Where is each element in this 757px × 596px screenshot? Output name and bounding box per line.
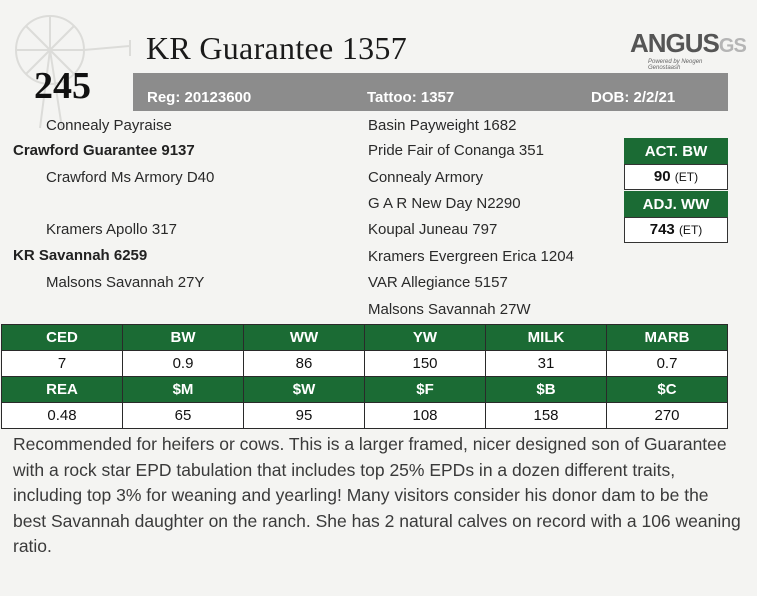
pedigree-dam-dam: Malsons Savannah 27Y	[46, 274, 205, 291]
epd-value: 0.9	[123, 351, 244, 377]
pedigree-right-2: Pride Fair of Conanga 351	[368, 142, 544, 159]
animal-name: KR Guarantee 1357	[146, 30, 408, 66]
lot-description: Recommended for heifers or cows. This is a larger framed, nicer designed son of Guarantee with a rock star EPD tabulation that includes top 25% EPDs in a dozen different traits, including top 3% for weaning and yearling! Many visitors consider his donor dam to be the best Savannah daughter on the ranch. She has 2 natural calves on record with a 106 weaning ratio.	[13, 434, 741, 556]
epd-value: 108	[365, 403, 486, 429]
logo-suffix-text: GS	[718, 35, 746, 57]
pedigree-right-8: Malsons Savannah 27W	[368, 301, 531, 318]
epd-header: CED	[2, 325, 123, 351]
epd-value: 150	[365, 351, 486, 377]
epd-header: YW	[365, 325, 486, 351]
epd-header: $W	[244, 377, 365, 403]
pedigree-sire-sire: Connealy Payraise	[46, 117, 172, 134]
angus-gs-logo	[630, 28, 746, 71]
epd-value: 0.48	[2, 403, 123, 429]
epd-header-row-1	[2, 325, 728, 351]
pedigree-dam: KR Savannah 6259	[13, 247, 148, 264]
epd-table	[1, 324, 728, 429]
adj-ww-note: (ET)	[678, 223, 703, 237]
date-of-birth: DOB: 2/2/21	[591, 89, 676, 106]
epd-header: WW	[244, 325, 365, 351]
epd-header: $F	[365, 377, 486, 403]
lot-number: 245	[34, 65, 91, 107]
act-bw-value: 90	[653, 168, 671, 185]
epd-value-row-1	[2, 351, 728, 377]
logo-main-text: ANGUS	[630, 28, 719, 58]
epd-value: 0.7	[607, 351, 728, 377]
epd-value: 95	[244, 403, 365, 429]
pedigree-right-7: VAR Allegiance 5157	[368, 274, 508, 291]
epd-header: $B	[486, 377, 607, 403]
tattoo: Tattoo: 1357	[367, 89, 455, 106]
pedigree-sire: Crawford Guarantee 9137	[13, 142, 195, 159]
pedigree-right-5: Koupal Juneau 797	[368, 221, 498, 238]
act-bw-label: ACT. BW	[624, 138, 728, 164]
epd-value: 65	[123, 403, 244, 429]
epd-header: MILK	[486, 325, 607, 351]
epd-header: $C	[607, 377, 728, 403]
epd-value: 31	[486, 351, 607, 377]
epd-value: 86	[244, 351, 365, 377]
epd-header: MARB	[607, 325, 728, 351]
adj-ww-label: ADJ. WW	[624, 191, 728, 217]
pedigree-sire-dam: Crawford Ms Armory D40	[46, 169, 215, 186]
epd-value: 158	[486, 403, 607, 429]
act-bw-note: (ET)	[674, 170, 699, 184]
registration-number: Reg: 20123600	[147, 89, 252, 106]
adj-ww-box	[624, 217, 728, 243]
epd-header: REA	[2, 377, 123, 403]
logo-subtext: Powered by Neogen Genostaash	[648, 59, 703, 71]
adj-ww-value: 743	[649, 221, 675, 238]
act-bw-box	[624, 164, 728, 190]
pedigree-dam-sire: Kramers Apollo 317	[46, 221, 177, 238]
pedigree-right-4: G A R New Day N2290	[368, 195, 521, 212]
epd-header-row-2	[2, 377, 728, 403]
epd-header: BW	[123, 325, 244, 351]
pedigree-right-3: Connealy Armory	[368, 169, 484, 186]
pedigree-right-6: Kramers Evergreen Erica 1204	[368, 248, 574, 265]
registration-bar	[133, 73, 728, 111]
epd-value-row-2	[2, 403, 728, 429]
epd-value: 270	[607, 403, 728, 429]
epd-header: $M	[123, 377, 244, 403]
pedigree-right-1: Basin Payweight 1682	[368, 117, 517, 134]
epd-value: 7	[2, 351, 123, 377]
